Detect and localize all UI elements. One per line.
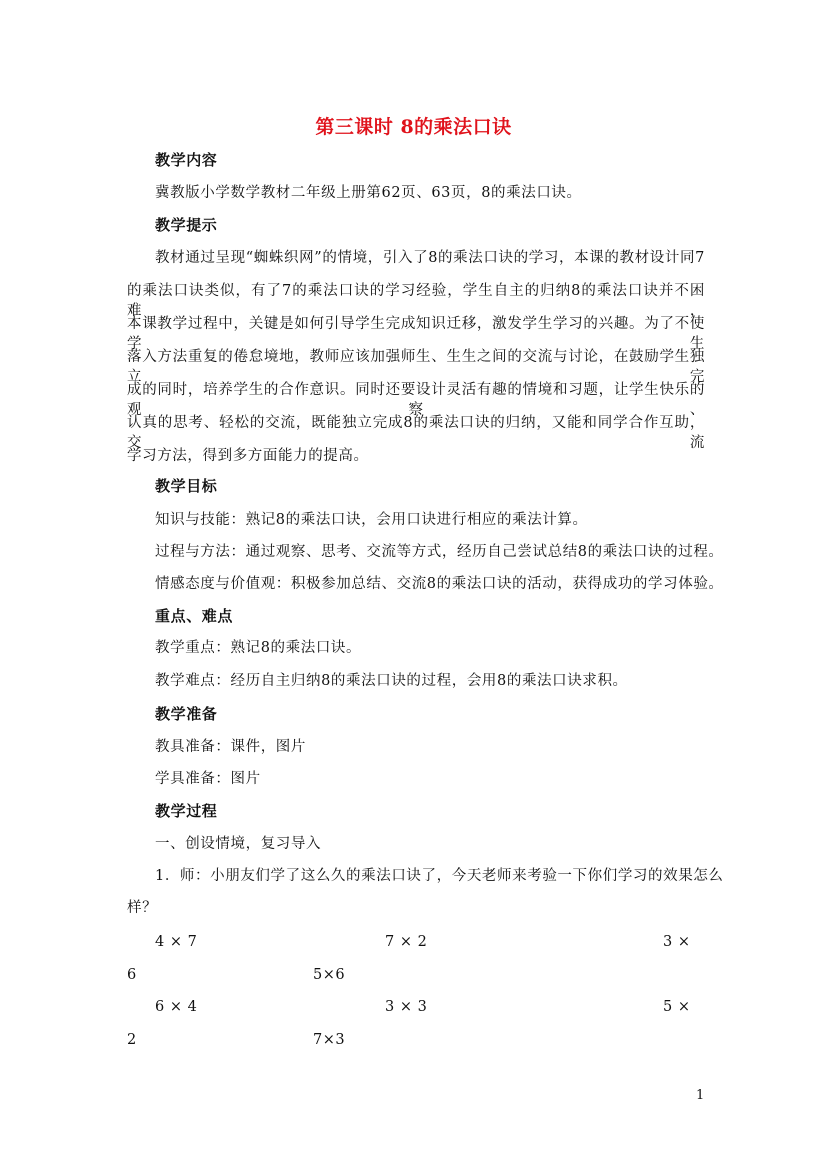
hint-line: 落入方法重复的倦怠境地，教师应该加强师生、生生之间的交流与讨论，在鼓励学生独立完	[127, 349, 705, 385]
hint-line: 的乘法口诀类似，有了7的乘法口诀的学习经验，学生自主的归纳8的乘法口诀并不困难，	[127, 283, 705, 319]
exercise-item: 6	[127, 967, 137, 983]
exercise-item: 4 × 7	[155, 934, 198, 950]
process-question: 1．师：小朋友们学了这么久的乘法口诀了，今天老师来考验一下你们学习的效果怎么	[155, 868, 724, 884]
section-heading-process: 教学过程	[155, 802, 218, 820]
section-heading-content: 教学内容	[155, 151, 218, 169]
section-heading-goals: 教学目标	[155, 477, 218, 495]
page-number: 1	[696, 1088, 705, 1103]
prep-item: 教具准备：课件，图片	[155, 739, 306, 755]
goal-item: 知识与技能：熟记8的乘法口诀，会用口诀进行相应的乘法计算。	[155, 512, 588, 528]
process-question-continued: 样？	[127, 900, 158, 916]
exercise-item: 5×6	[313, 967, 346, 983]
hint-line: 本课教学过程中，关键是如何引导学生完成知识迁移，激发学生学习的兴趣。为了不使学生	[127, 316, 705, 352]
exercise-item: 3 ×	[663, 934, 691, 950]
section-heading-key-points: 重点、难点	[155, 607, 234, 625]
exercise-item: 3 × 3	[385, 999, 428, 1015]
goal-item: 过程与方法：通过观察、思考、交流等方式，经历自己尝试总结8的乘法口诀的过程。	[155, 544, 724, 560]
hint-line: 教材通过呈现“蜘蛛织网”的情境，引入了8的乘法口诀的学习，本课的教材设计同7	[155, 250, 705, 266]
exercise-item: 7 × 2	[385, 934, 428, 950]
process-step: 一、创设情境，复习导入	[155, 836, 322, 852]
section-heading-prep: 教学准备	[155, 705, 218, 723]
goal-item: 情感态度与价值观：积极参加总结、交流8的乘法口诀的活动，获得成功的学习体验。	[155, 576, 724, 592]
content-text: 冀教版小学数学教材二年级上册第62页、63页，8的乘法口诀。	[155, 185, 582, 201]
page-title: 第三课时 8的乘法口诀	[315, 116, 512, 138]
exercise-item: 2	[127, 1032, 137, 1048]
exercise-item: 6 × 4	[155, 999, 198, 1015]
hint-line: 成的同时，培养学生的合作意识。同时还要设计灵活有趣的情境和习题，让学生快乐的观察、	[127, 382, 705, 418]
key-point-item: 教学难点：经历自主归纳8的乘法口诀的过程，会用8的乘法口诀求积。	[155, 673, 628, 689]
exercise-item: 7×3	[313, 1032, 346, 1048]
hint-line: 学习方法，得到多方面能力的提高。	[127, 448, 369, 464]
key-point-item: 教学重点：熟记8的乘法口诀。	[155, 640, 362, 656]
exercise-item: 5 ×	[663, 999, 691, 1015]
hint-line: 认真的思考、轻松的交流，既能独立完成8的乘法口诀的归纳，又能和同学合作互助，交流	[127, 415, 705, 451]
section-heading-hint: 教学提示	[155, 216, 218, 234]
prep-item: 学具准备：图片	[155, 771, 261, 787]
